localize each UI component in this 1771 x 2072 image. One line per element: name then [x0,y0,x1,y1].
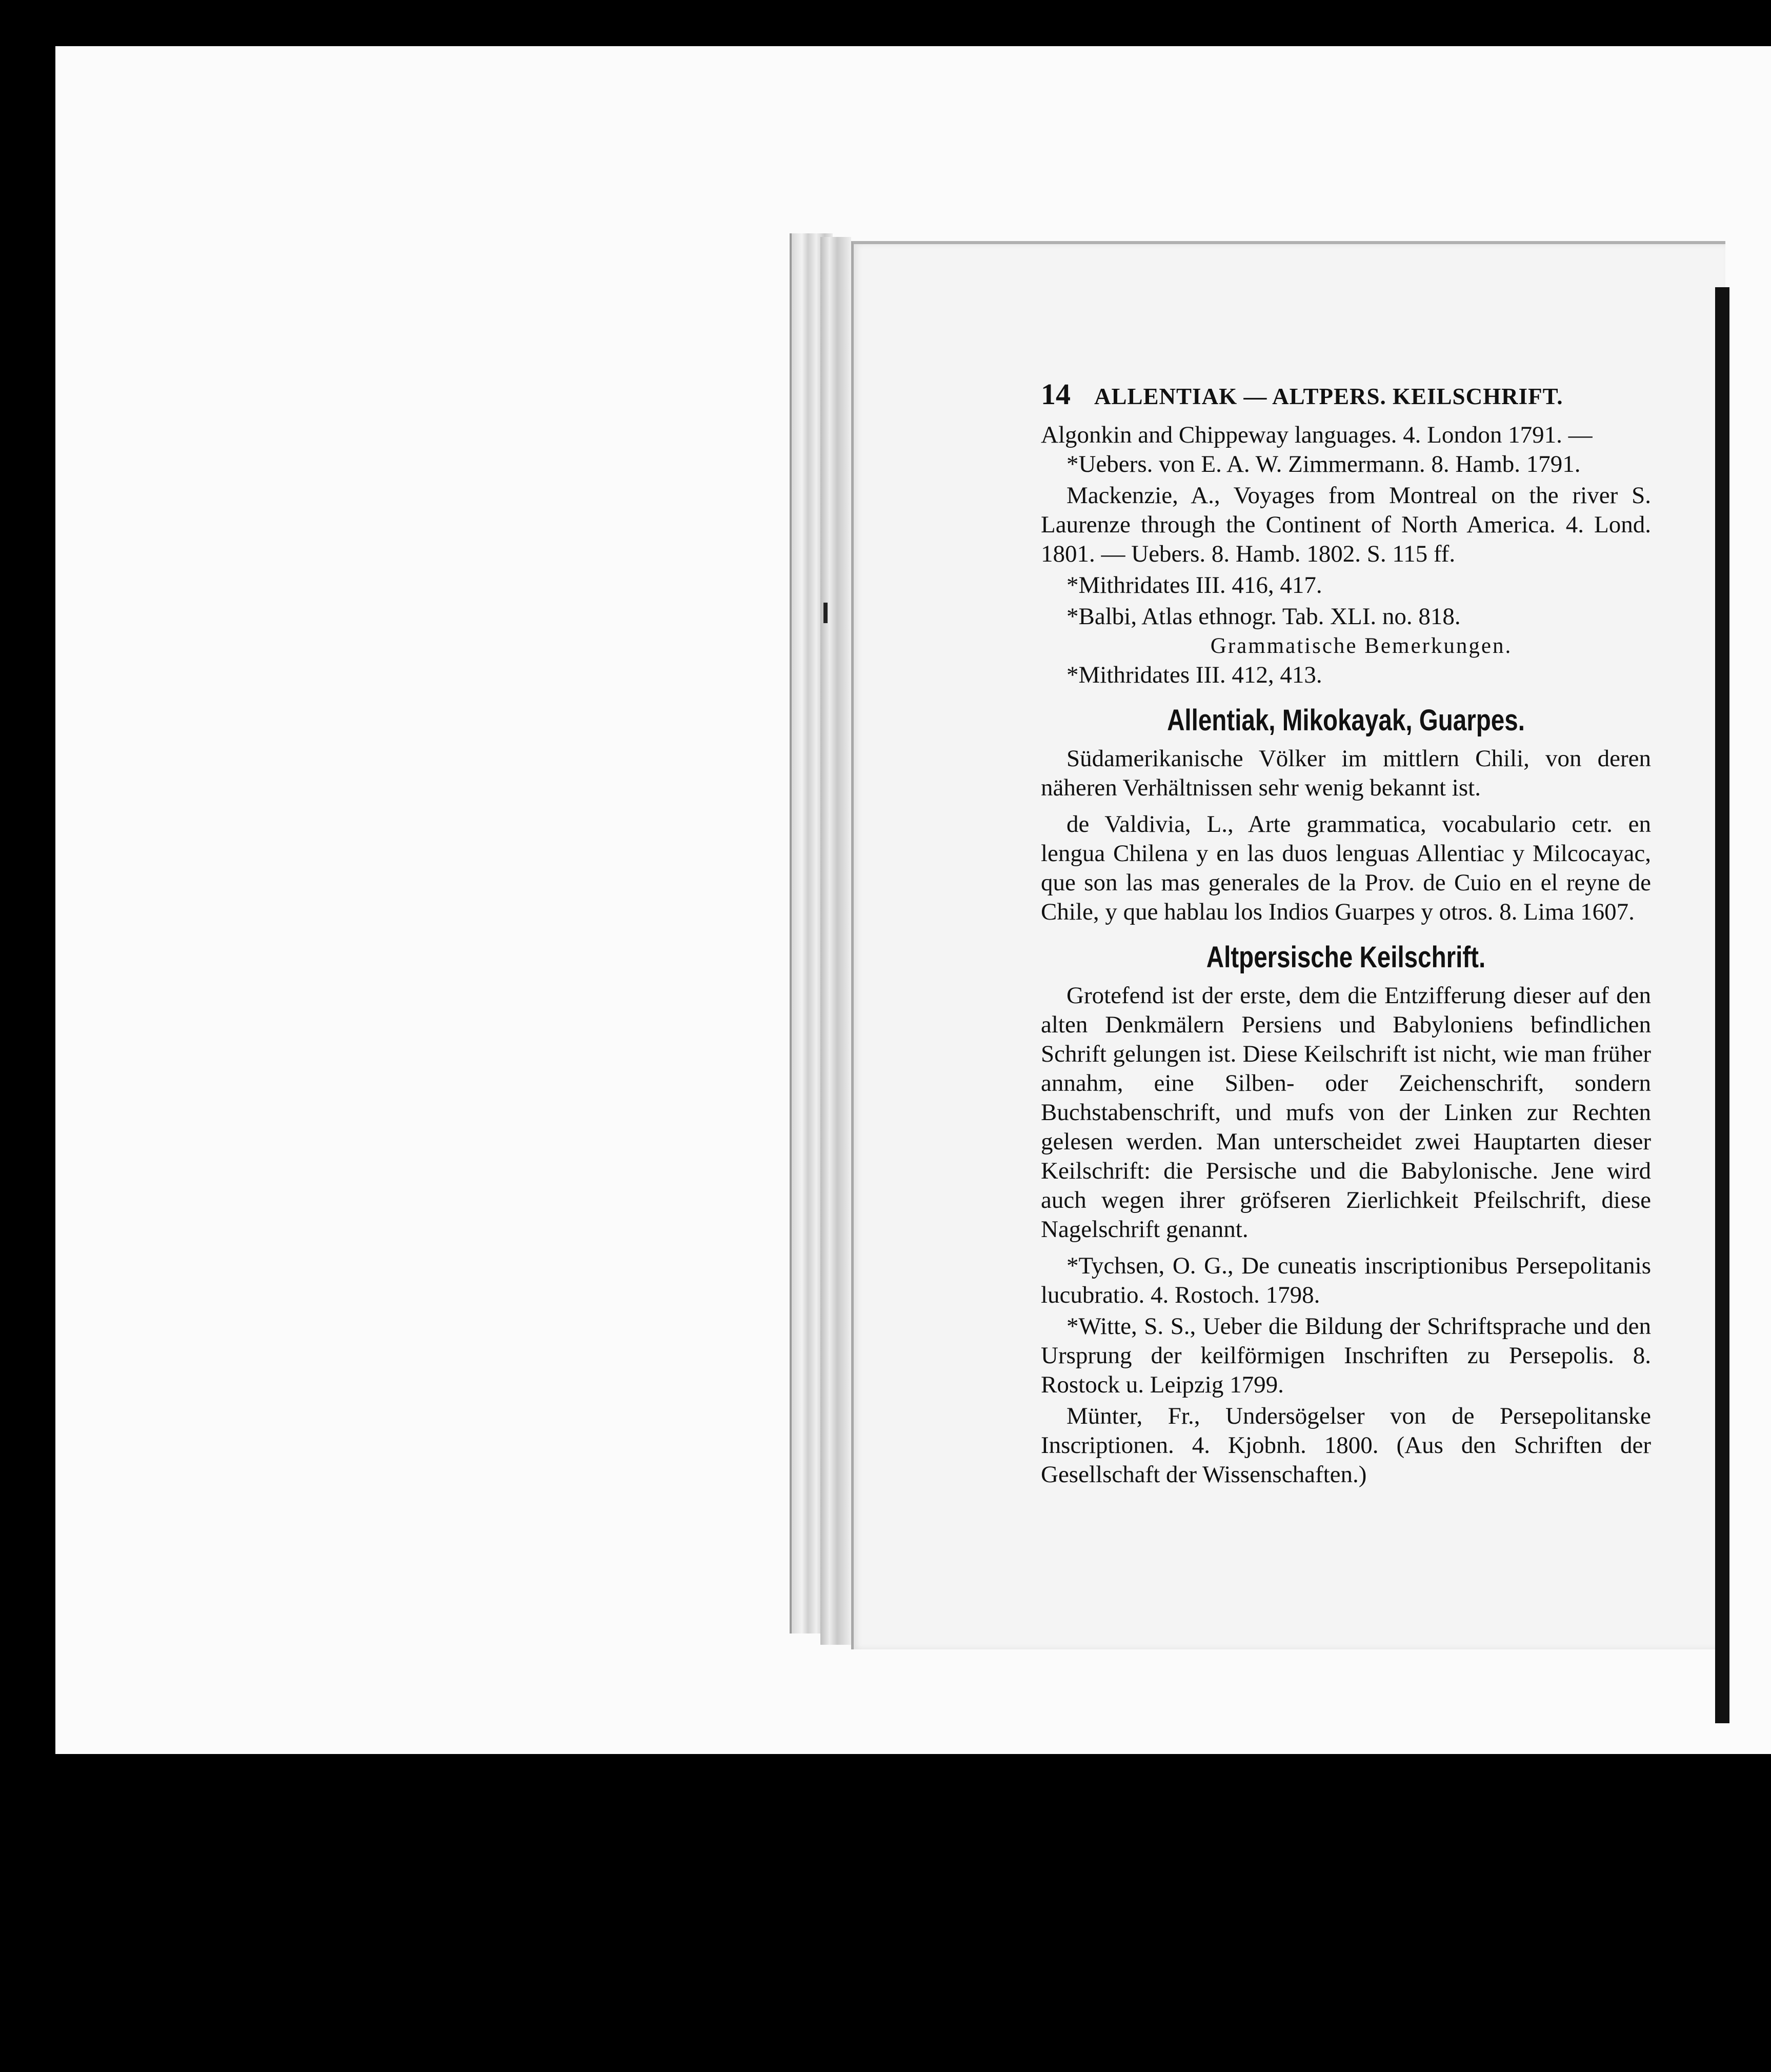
page-number: 14 [1041,377,1071,411]
running-title: ALLENTIAK — ALTPERS. KEILSCHRIFT. [1094,384,1563,409]
page-text [1041,377,1651,1489]
entry-mithridates-416: *Mithridates III. 416, 417. [1066,572,1322,599]
section-intro-allentiak: Südamerikanische Völker im mittlern Chili, von deren näheren Verhältnissen sehr wenig bekannt ist. [1041,745,1651,801]
entry-muenter: Münter, Fr., Undersögelser von de Persepolitanske Inscriptionen. 4. Kjobnh. 1800. (Aus den Schriften der Gesellschaft der Wissenschaften.) [1041,1403,1651,1488]
adjacent-page-edge [1715,287,1729,1723]
entry-algonkin: Algonkin and Chippeway languages. 4. London 1791. — [1041,422,1593,448]
entry-uebers-zimmermann: *Uebers. von E. A. W. Zimmermann. 8. Hamb. 1791. [1066,451,1581,477]
edge-mark [823,603,828,623]
entry-mackenzie: Mackenzie, A., Voyages from Montreal on the river S. Laurenze through the Continent of North America. 4. Lond. 1801. — Uebers. 8. Hamb. 1802. S. 115 ff. [1041,482,1651,567]
section-intro-keilschrift: Grotefend ist der erste, dem die Entzifferung dieser auf den alten Denkmälern Persiens und Babyloniens befindlichen Schrift gelungen ist. Diese Keilschrift ist nicht, wie man früher annahm, eine Silben- oder Zeichenschrift, sondern Buchstabenschrift, und mufs von der Linken zur Rechten gelesen werden. Man unterscheidet zwei Hauptarten dieser Keilschrift: die Persische und die Babylonische. Jene wird auch wegen ihrer gröfseren Zierlichkeit Pfeilschrift, diese Nagelschrift genannt. [1041,982,1651,1243]
book-page-edges-inner [820,237,851,1645]
entry-balbi: *Balbi, Atlas ethnogr. Tab. XLI. no. 818. [1066,603,1461,630]
section-title-altpersische: Altpersische Keilschrift. [1206,941,1486,974]
entry-witte: *Witte, S. S., Ueber die Bildung der Schriftsprache und den Ursprung der keilförmigen Inschriften zu Persepolis. 8. Rostock u. Leipzig 1799. [1041,1313,1651,1398]
grammar-subheading: Grammatische Bemerkungen. [1210,634,1513,658]
entry-tychsen: *Tychsen, O. G., De cuneatis inscriptionibus Persepolitanis lucubratio. 4. Rostoch. 1798. [1041,1252,1651,1308]
entry-mithridates-412: *Mithridates III. 412, 413. [1066,662,1322,688]
running-head [1041,377,1651,411]
section-title-allentiak: Allentiak, Mikokayak, Guarpes. [1167,704,1525,737]
entry-valdivia: de Valdivia, L., Arte grammatica, vocabulario cetr. en lengua Chilena y en las duos lenguas Allentiac y Milcocayac, que son las mas generales de la Prov. de Cuio en el reyne de Chile, y que hablau los Indios Guarpes y otros. 8. Lima 1607. [1041,811,1651,925]
